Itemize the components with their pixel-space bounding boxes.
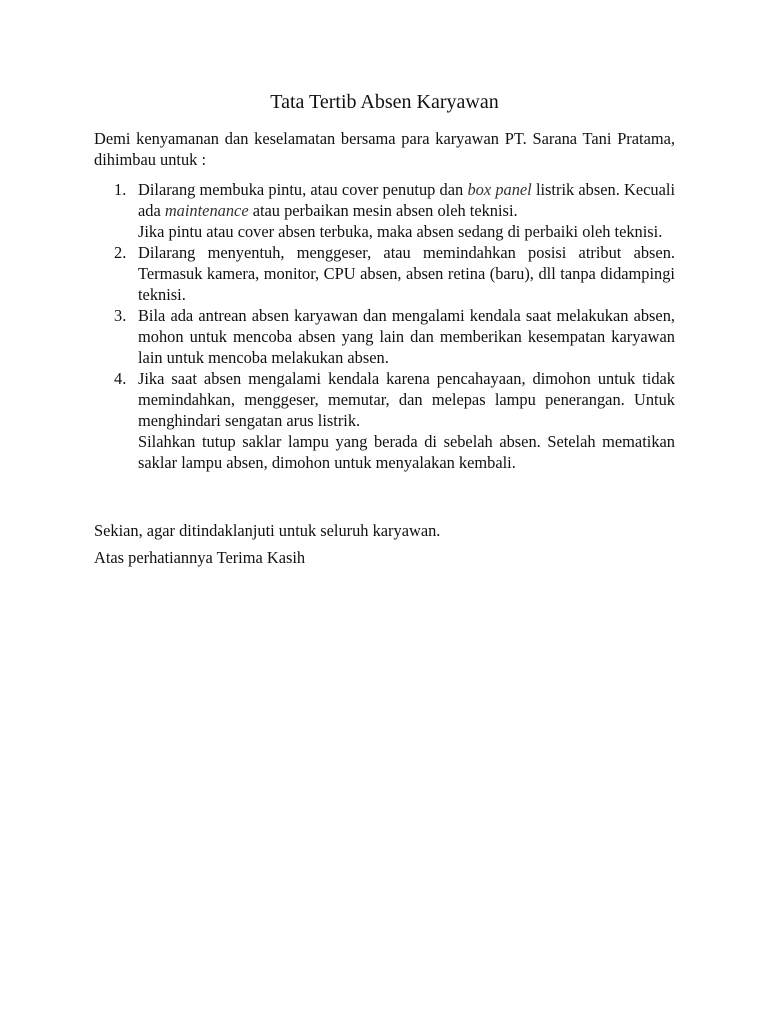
rule-item-3	[94, 305, 675, 368]
rule-note: Silahkan tutup saklar lampu yang berada di sebelah absen. Setelah mematikan saklar lampu absen, dimohon untuk menyalakan kembali.	[138, 432, 675, 472]
rule-number: 1.	[114, 180, 127, 199]
rule-text: Jika saat absen mengalami kendala karena pencahayaan, dimohon untuk tidak memindahkan, menggeser, memutar, dan melepas lampu penerangan. Untuk menghindari sengatan arus listrik.	[138, 369, 675, 430]
rule-text: Bila ada antrean absen karyawan dan mengalami kendala saat melakukan absen, mohon untuk mencoba absen yang lain dan memberikan kesempatan karyawan lain untuk mencoba melakukan absen.	[138, 306, 675, 367]
closing-thanks: Atas perhatiannya Terima Kasih	[94, 548, 306, 567]
rule-italic-term: box panel	[467, 180, 532, 199]
rule-text	[138, 179, 675, 221]
rule-text-part: listrik absen. Kecuali ada	[138, 180, 676, 220]
rules-list	[94, 179, 675, 473]
rule-text-part: Dilarang membuka pintu, atau cover penutup dan	[138, 180, 468, 199]
rule-item-4	[94, 368, 675, 473]
rule-item-2	[94, 242, 675, 305]
rule-number: 2.	[114, 243, 127, 262]
rule-italic-term: maintenance	[164, 201, 249, 220]
rule-text: Dilarang menyentuh, menggeser, atau memindahkan posisi atribut absen. Termasuk kamera, monitor, CPU absen, absen retina (baru), dll tanpa didampingi teknisi.	[138, 243, 675, 304]
rule-number: 3.	[114, 306, 127, 325]
rule-number: 4.	[114, 369, 127, 388]
intro-paragraph: Demi kenyamanan dan keselamatan bersama para karyawan PT. Sarana Tani Pratama, dihimbau untuk :	[94, 129, 675, 169]
document-title: Tata Tertib Absen Karyawan	[270, 91, 499, 113]
rule-item-1	[94, 179, 675, 242]
closing-line: Sekian, agar ditindaklanjuti untuk seluruh karyawan.	[94, 521, 441, 540]
rule-note: Jika pintu atau cover absen terbuka, maka absen sedang di perbaiki oleh teknisi.	[138, 222, 663, 241]
rule-text-part: atau perbaikan mesin absen oleh teknisi.	[248, 201, 518, 220]
